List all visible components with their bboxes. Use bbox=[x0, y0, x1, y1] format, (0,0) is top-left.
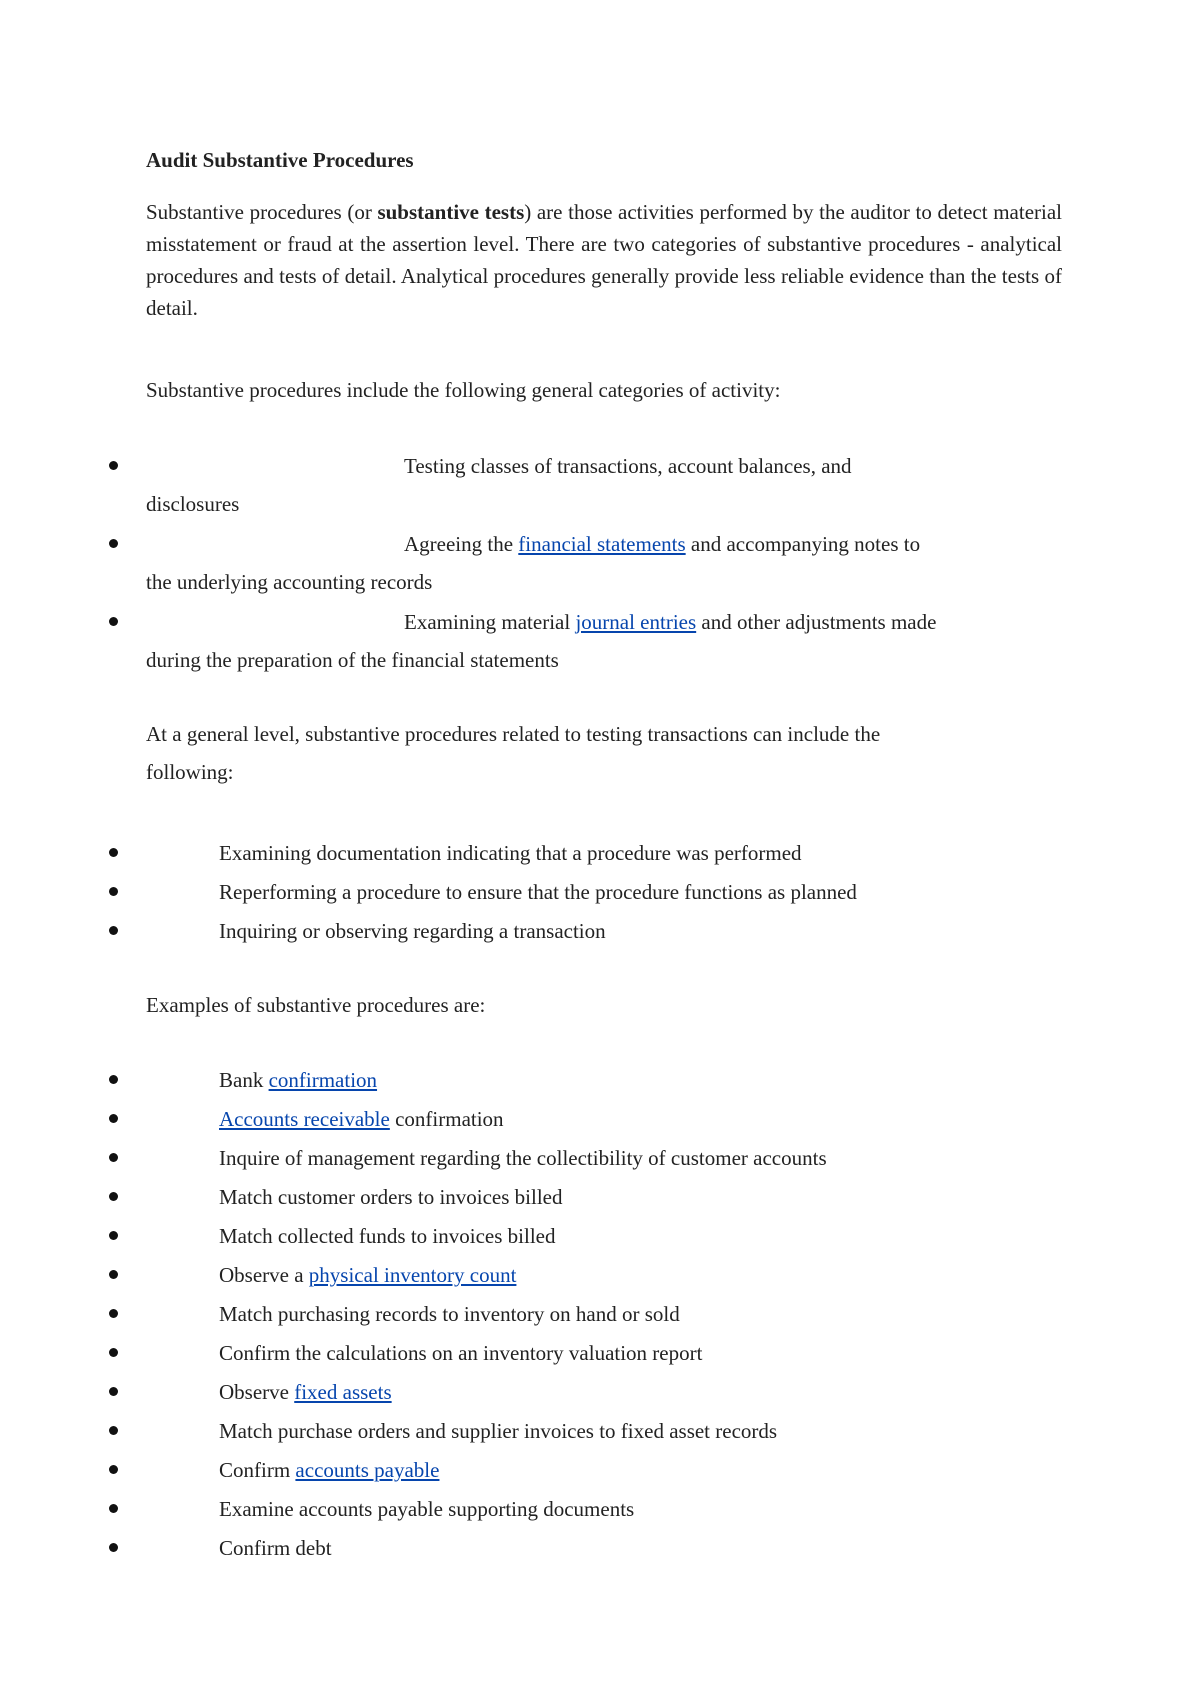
example-item-text: Confirm the calculations on an inventory valuation report bbox=[219, 1341, 703, 1365]
bullet-icon bbox=[109, 539, 118, 548]
examples-heading: Examples of substantive procedures are: bbox=[146, 993, 486, 1017]
example-item-5 bbox=[219, 1222, 556, 1250]
link-fixed-assets[interactable]: fixed assets bbox=[294, 1380, 392, 1404]
category-item-3-text: Examining material bbox=[404, 610, 576, 634]
bullet-icon bbox=[109, 1309, 118, 1318]
example-item-2 bbox=[219, 1105, 504, 1133]
bullet-icon bbox=[109, 1387, 118, 1396]
example-item-text: Observe a bbox=[219, 1263, 309, 1287]
link-accounts-receivable[interactable]: Accounts receivable bbox=[219, 1107, 390, 1131]
bullet-icon bbox=[109, 1075, 118, 1084]
link-physical-inventory-count[interactable]: physical inventory count bbox=[308, 1263, 517, 1287]
bullet-icon bbox=[109, 1348, 118, 1357]
bullet-icon bbox=[109, 1192, 118, 1201]
example-item-text: Match purchasing records to inventory on hand or sold bbox=[219, 1302, 680, 1326]
example-item-12 bbox=[219, 1495, 634, 1523]
bullet-icon bbox=[109, 1114, 118, 1123]
example-item-text: Match customer orders to invoices billed bbox=[219, 1185, 563, 1209]
intro-after: ) are those activities performed by the auditor to detect material misstatement or fraud at the assertion level. There are two categories of substantive procedures - analytical procedures and tests of detail. Analytical procedures generally provide less reliable evidence than the tests of detail. bbox=[146, 200, 1062, 320]
example-item-6 bbox=[219, 1261, 516, 1289]
link-financial-statements[interactable]: financial statements bbox=[518, 532, 686, 556]
example-item-text: Inquire of management regarding the collectibility of customer accounts bbox=[219, 1146, 827, 1170]
category-item-2-text: Agreeing the bbox=[404, 532, 519, 556]
category-item-1-line1: Testing classes of transactions, account balances, and bbox=[404, 454, 852, 478]
bullet-icon bbox=[109, 926, 118, 935]
example-item-text-after: confirmation bbox=[389, 1107, 504, 1131]
category-item-2-text-after: and accompanying notes to bbox=[685, 532, 921, 556]
link-journal-entries[interactable]: journal entries bbox=[575, 610, 697, 634]
bullet-icon bbox=[109, 1270, 118, 1279]
intro-before: Substantive procedures (or bbox=[146, 200, 378, 224]
transaction-item-2: Reperforming a procedure to ensure that the procedure functions as planned bbox=[219, 880, 857, 904]
category-item-3-line1 bbox=[404, 608, 936, 636]
example-item-9 bbox=[219, 1378, 392, 1406]
example-item-text: Match collected funds to invoices billed bbox=[219, 1224, 556, 1248]
example-item-text: Confirm debt bbox=[219, 1536, 332, 1560]
categories-heading: Substantive procedures include the following general categories of activity: bbox=[146, 378, 781, 402]
category-item-2-line1 bbox=[404, 530, 920, 558]
example-item-13 bbox=[219, 1534, 332, 1562]
bullet-icon bbox=[109, 887, 118, 896]
example-item-10 bbox=[219, 1417, 777, 1445]
category-item-1-line2: disclosures bbox=[146, 492, 240, 516]
intro-paragraph bbox=[146, 196, 1062, 324]
bullet-icon bbox=[109, 1504, 118, 1513]
example-item-text: Bank bbox=[219, 1068, 269, 1092]
bullet-icon bbox=[109, 1231, 118, 1240]
example-item-1 bbox=[219, 1066, 377, 1094]
transactions-heading-line2: following: bbox=[146, 760, 234, 784]
example-item-8 bbox=[219, 1339, 702, 1367]
bullet-icon bbox=[109, 1465, 118, 1474]
bullet-icon bbox=[109, 848, 118, 857]
category-item-3-text-after: and other adjustments made bbox=[696, 610, 937, 634]
example-item-text: Confirm bbox=[219, 1458, 296, 1482]
transaction-item-1: Examining documentation indicating that a procedure was performed bbox=[219, 841, 802, 865]
example-item-text: Observe bbox=[219, 1380, 295, 1404]
bullet-icon bbox=[109, 461, 118, 470]
example-item-11 bbox=[219, 1456, 439, 1484]
bullet-icon bbox=[109, 1153, 118, 1162]
example-item-text: Match purchase orders and supplier invoices to fixed asset records bbox=[219, 1419, 778, 1443]
bullet-icon bbox=[109, 1543, 118, 1552]
bullet-icon bbox=[109, 617, 118, 626]
example-item-text: Examine accounts payable supporting documents bbox=[219, 1497, 635, 1521]
example-item-7 bbox=[219, 1300, 680, 1328]
category-item-3-line2: during the preparation of the financial statements bbox=[146, 648, 559, 672]
bullet-icon bbox=[109, 1426, 118, 1435]
category-item-2-line2: the underlying accounting records bbox=[146, 570, 433, 594]
document-title: Audit Substantive Procedures bbox=[146, 148, 414, 172]
example-item-4 bbox=[219, 1183, 563, 1211]
link-confirmation[interactable]: confirmation bbox=[268, 1068, 378, 1092]
transaction-item-3: Inquiring or observing regarding a transaction bbox=[219, 919, 606, 943]
intro-bold-term: substantive tests bbox=[377, 200, 525, 224]
transactions-heading-line1: At a general level, substantive procedures related to testing transactions can include the bbox=[146, 722, 881, 746]
link-accounts-payable[interactable]: accounts payable bbox=[295, 1458, 440, 1482]
example-item-3 bbox=[219, 1144, 827, 1172]
